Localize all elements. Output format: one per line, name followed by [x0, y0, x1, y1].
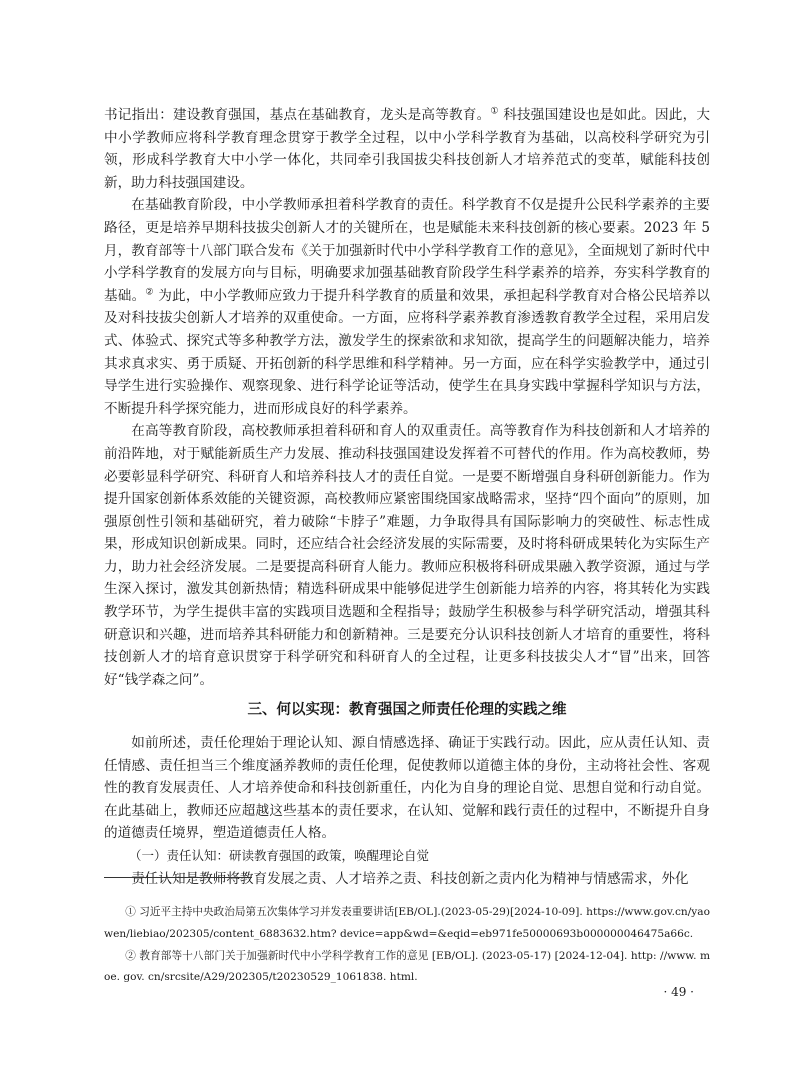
paragraph-1: 书记指出：建设教育强国，基点在基础教育，龙头是高等教育。① 科技强国建设也是如此。因此，大中小学教师应将科学教育理念贯穿于教学全过程，以中小学科学教育为基础，以高校科学研究为引领，形成科学教育大中小学一体化，共同牵引我国拔尖科技创新人才培养范式的变革，赋能科技创新，助力科技强国建设。	[104, 106, 710, 191]
footnote-1: ① 习近平主持中央政治局第五次集体学习并发表重要讲话[EB/OL].(2023-05-29)[2024-10-09]. https://www.gov.cn/yaowen/liebiao/202305/content_6883632.htm? device=app&wd=&eqid=eb971fe50000693b000000046475a66c.	[104, 906, 710, 940]
subsection-heading: （一）责任认知：研读教育强国的政策，唤醒理论自觉	[129, 848, 430, 863]
last-paragraph: 责任认知是教师将教育发展之责、人才培养之责、科技创新之责内化为精神与情感需求，外化	[131, 870, 689, 887]
page-number: · 49 ·	[663, 985, 694, 999]
footnotes	[104, 902, 710, 989]
footnote-ref-1[interactable]: ①	[490, 106, 499, 117]
footnote-2: ② 教育部等十八部门关于加强新时代中小学科学教育工作的意见 [EB/OL]. (2023-05-17) [2024-12-04]. http: //www. moe. gov. cn/srcsite/A29/202305/t20230529_1061838. html.	[104, 949, 710, 984]
paragraph-3: 在高等教育阶段，高校教师承担着科研和育人的双重责任。高等教育作为科技创新和人才培养的前沿阵地，对于赋能新质生产力发展、推动科技强国建设发挥着不可替代的作用。作为高校教师，势必要彰显科学研究、科研育人和培养科技人才的责任自觉。一是要不断增强自身科研创新能力。作为提升国家创新体系效能的关键资源，高校教师应紧密围绕国家战略需求，坚持“四个面向”的原则，加强原创性引领和基础研究，着力破除“卡脖子”难题，力争取得具有国际影响力的突破性、标志性成果，形成知识创新成果。同时，还应结合社会经济发展的实际需要，及时将科研成果转化为实际生产力，助力社会经济发展。二是要提高科研育人能力。教师应积极将科研成果融入教学资源，通过与学生深入探讨，激发其创新热情；精选科研成果中能够促进学生创新能力培养的内容，将其转化为实践教学环节，为学生提供丰富的实践项目选题和全程指导；鼓励学生积极参与科学研究活动，增强其科研意识和兴趣，进而培养其科研能力和创新精神。三是要充分认识科技创新人才培育的重要性，将科技创新人才的培育意识贯穿于科学研究和科研育人的全过程，让更多科技拔尖人才“冒”出来，回答好“钱学森之问”。	[104, 423, 710, 688]
footnote-ref-2[interactable]: ②	[145, 287, 154, 298]
section-paragraph: 如前所述，责任伦理始于理论认知、源自情感选择、确证于实践行动。因此，应从责任认知、责任情感、责任担当三个维度涵养教师的责任伦理，促使教师以道德主体的身份，主动将社会性、客观性的教育发展责任、人才培养使命和科技创新重任，内化为自身的理论自觉、思想自觉和行动自觉。在此基础上，教师还应超越这些基本的责任要求，在认知、觉解和践行责任的过程中，不断提升自身的道德责任境界，塑造道德责任人格。	[104, 735, 710, 842]
footnote-divider	[104, 877, 252, 878]
body-text	[104, 104, 710, 890]
section-heading: 三、何以实现：教育强国之师责任伦理的实践之维	[247, 702, 567, 719]
paragraph-2: 在基础教育阶段，中小学教师承担着科学教育的责任。科学教育不仅是提升公民科学素养的主要路径，更是培养早期科技拔尖创新人才的关键所在，也是赋能未来科技创新的核心要素。2023 年 5 月，教育部等十八部门联合发布《关于加强新时代中小学科学教育工作的意见》，全面规划了新时代中小学科学教育的发展方向与目标，明确要求加强基础教育阶段学生科学素养的培养，夯实科学教育的基础。② 为此，中小学教师应致力于提升科学教育的质量和效果，承担起科学教育对合格公民培养以及对科技拔尖创新人才培养的双重使命。一方面，应将科学素养教育渗透教育教学全过程，采用启发式、体验式、探究式等多种教学方法，激发学生的探索欲和求知欲，提高学生的问题解决能力，培养其求真求实、勇于质疑、开拓创新的科学思维和科学精神。另一方面，应在科学实验教学中，通过引导学生进行实验操作、观察现象、进行科学论证等活动，使学生在具身实践中掌握科学知识与方法，不断提升科学探究能力，进而形成良好的科学素养。	[104, 197, 710, 417]
